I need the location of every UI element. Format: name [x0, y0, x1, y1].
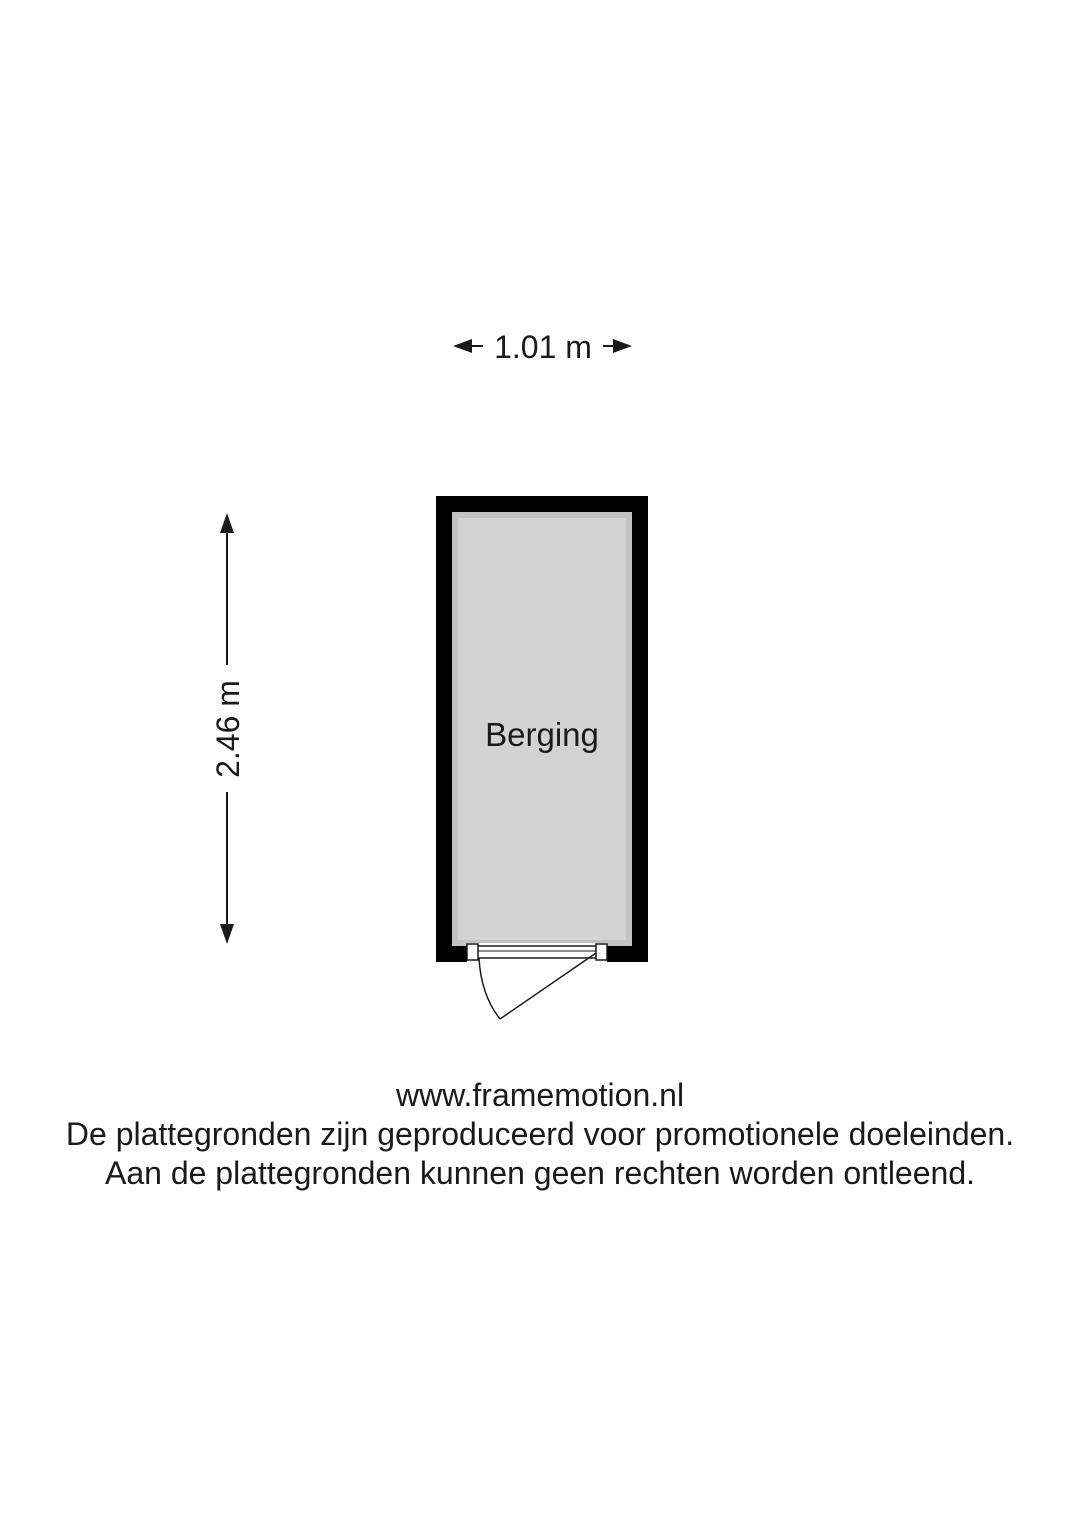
width-dimension — [453, 329, 632, 365]
door — [467, 943, 607, 1019]
door-frame-left — [467, 944, 478, 960]
footer-disclaimer — [0, 1076, 1080, 1193]
height-dimension — [210, 513, 246, 944]
door-leaf — [500, 953, 596, 1019]
door-frame-right — [596, 944, 607, 960]
height-dimension-label: 2.46 m — [210, 680, 246, 778]
door-swing-arc — [479, 958, 500, 1019]
footer-url: www.framemotion.nl — [395, 1077, 685, 1113]
arrow-right-icon — [613, 339, 632, 353]
arrow-down-icon — [220, 924, 234, 944]
footer-line-1: De plattegronden zijn geproduceerd voor promotionele doeleinden. — [65, 1116, 1015, 1152]
room-label: Berging — [485, 716, 599, 753]
footer-line-2: Aan de plattegronden kunnen geen rechten worden ontleend. — [104, 1155, 975, 1191]
arrow-left-icon — [453, 339, 472, 353]
room-berging — [436, 496, 648, 962]
width-dimension-label: 1.01 m — [494, 329, 592, 365]
